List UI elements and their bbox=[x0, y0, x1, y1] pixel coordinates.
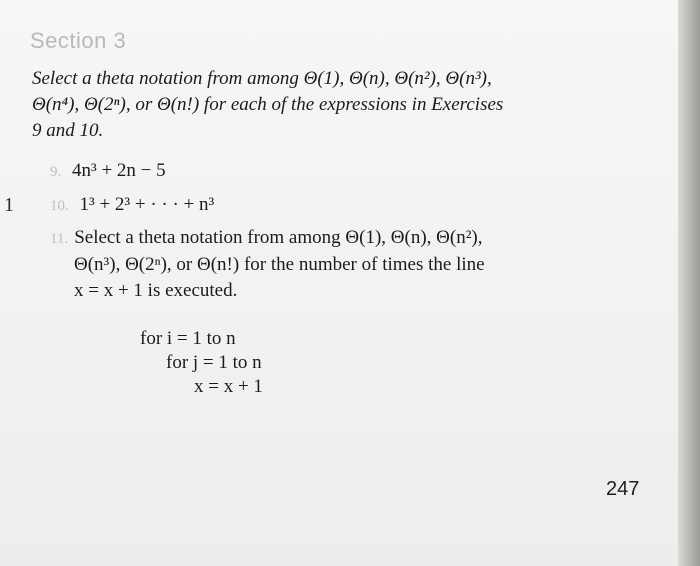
exercise-11-number: 11. bbox=[50, 231, 69, 247]
instructions-line-2: Θ(n⁴), Θ(2ⁿ), or Θ(n!) for each of the expressions in Exercises bbox=[32, 94, 504, 115]
instructions-line-3: 9 and 10. bbox=[32, 120, 104, 141]
instructions-paragraph bbox=[32, 66, 612, 144]
pseudocode-line-assignment: x = x + 1 bbox=[194, 376, 263, 397]
exercise-11 bbox=[50, 225, 485, 304]
exercise-9-expression: 4n³ + 2n − 5 bbox=[72, 160, 166, 181]
page-edge-shadow bbox=[678, 0, 700, 566]
exercise-10-expression: 1³ + 2³ + · · · + n³ bbox=[79, 194, 215, 215]
instructions-line-1: Select a theta notation from among Θ(1), Θ(n), Θ(n²), Θ(n³), bbox=[32, 68, 492, 89]
exercise-10-number: 10. bbox=[50, 198, 69, 214]
exercise-11-line-1 bbox=[50, 225, 485, 252]
exercise-9-number: 9. bbox=[50, 164, 62, 180]
exercise-11-line-3: x = x + 1 is executed. bbox=[74, 280, 238, 301]
margin-mark: 1 bbox=[4, 194, 14, 216]
section-heading: Section 3 bbox=[30, 28, 127, 53]
pseudocode-line-inner-loop: for j = 1 to n bbox=[166, 352, 262, 373]
pseudocode-line-outer-loop: for i = 1 to n bbox=[140, 328, 236, 349]
exercise-11-text-1: Select a theta notation from among Θ(1), Θ(n), Θ(n²), bbox=[74, 227, 483, 248]
exercise-11-line-2: Θ(n³), Θ(2ⁿ), or Θ(n!) for the number of times the line bbox=[74, 254, 485, 275]
exercise-10 bbox=[50, 192, 214, 219]
page-number: 247 bbox=[606, 478, 640, 500]
exercise-9 bbox=[50, 158, 166, 185]
